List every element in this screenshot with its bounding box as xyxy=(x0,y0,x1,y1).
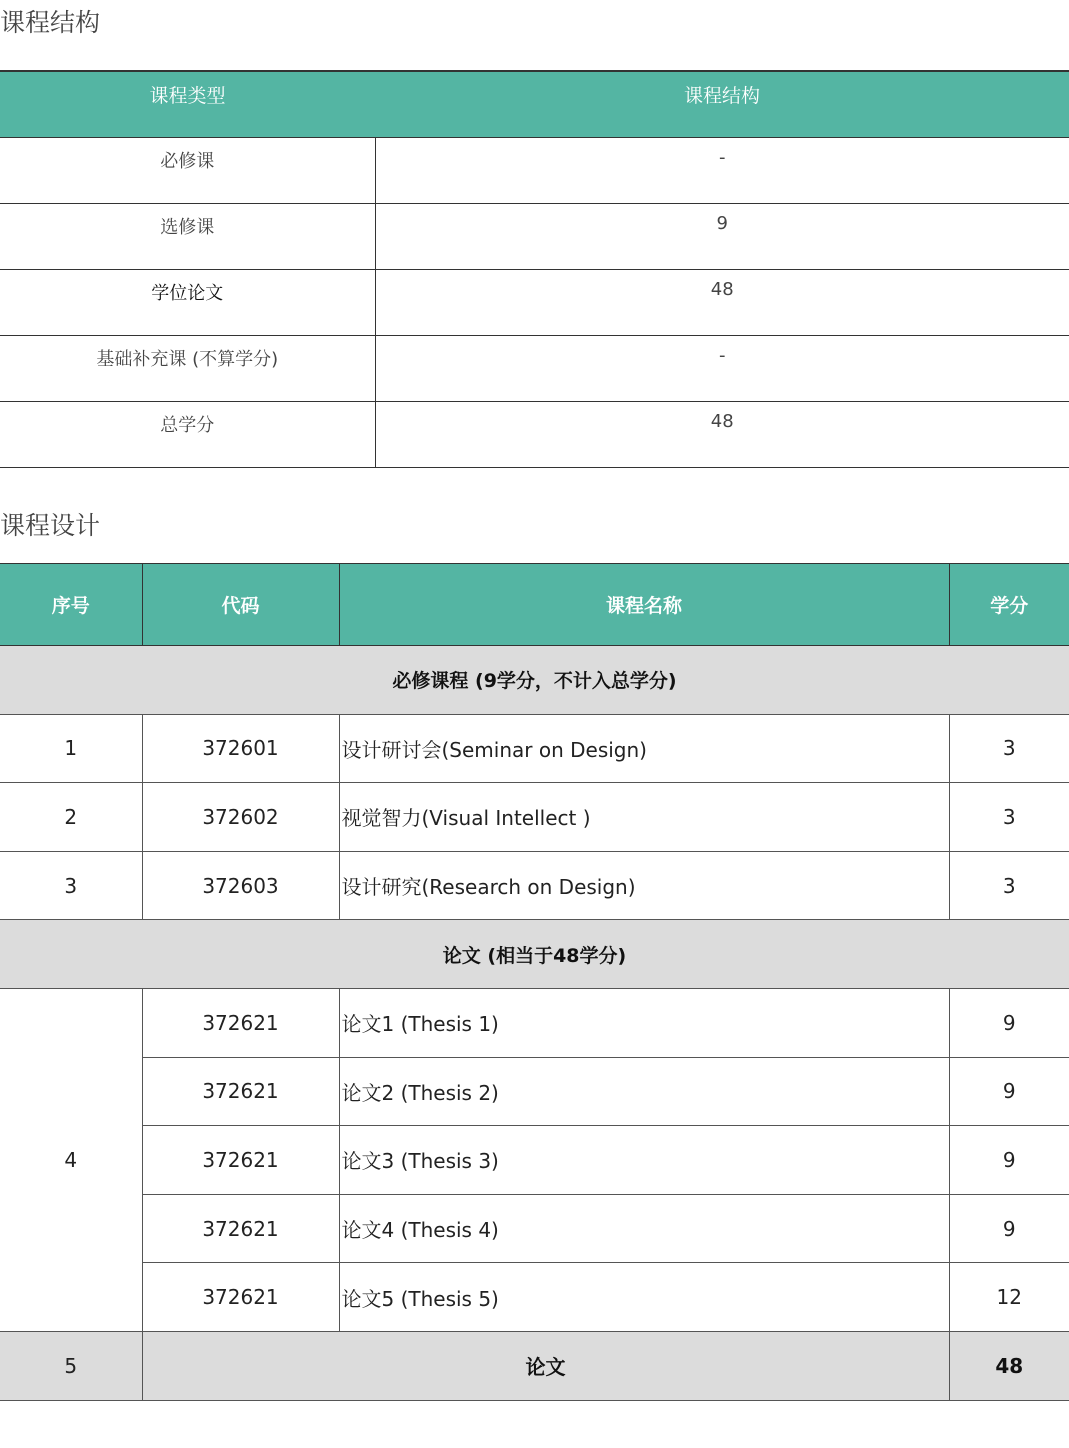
credit-cell: 3 xyxy=(949,783,1069,852)
credit-cell: 9 xyxy=(949,1126,1069,1195)
serial-cell: 3 xyxy=(0,851,142,920)
course-name-cell: 论文3 (Thesis 3) xyxy=(339,1126,949,1195)
serial-cell: 5 xyxy=(0,1331,142,1400)
course-name-cell: 论文4 (Thesis 4) xyxy=(339,1194,949,1263)
credit-cell: 48 xyxy=(375,269,1069,335)
credit-cell: 12 xyxy=(949,1263,1069,1332)
course-name-cell: 论文1 (Thesis 1) xyxy=(339,988,949,1057)
header-credit: 学分 xyxy=(949,564,1069,646)
course-type-cell: 基础补充课 (不算学分) xyxy=(0,335,375,401)
table-row xyxy=(0,714,1069,783)
credit-cell: - xyxy=(375,137,1069,203)
table-row xyxy=(0,783,1069,852)
table-row xyxy=(0,137,1069,203)
table-row xyxy=(0,1194,1069,1263)
table-row xyxy=(0,1126,1069,1195)
code-cell: 372621 xyxy=(142,1057,339,1126)
header-course-structure: 课程结构 xyxy=(375,71,1069,137)
code-cell: 372621 xyxy=(142,1126,339,1195)
group-title-required: 必修课程 (9学分，不计入总学分) xyxy=(0,646,1069,715)
header-serial-no: 序号 xyxy=(0,564,142,646)
total-row xyxy=(0,1331,1069,1400)
serial-cell: 1 xyxy=(0,714,142,783)
course-name-cell: 设计研究(Research on Design) xyxy=(339,851,949,920)
credit-cell: 9 xyxy=(949,988,1069,1057)
table-row xyxy=(0,335,1069,401)
credit-cell: 9 xyxy=(375,203,1069,269)
serial-cell: 4 xyxy=(0,988,142,1331)
course-type-cell: 总学分 xyxy=(0,401,375,467)
code-cell: 372621 xyxy=(142,988,339,1057)
table-row xyxy=(0,1263,1069,1332)
credit-cell: 9 xyxy=(949,1194,1069,1263)
section-title-structure: 课程结构 xyxy=(0,8,101,37)
course-design-table xyxy=(0,563,1069,1401)
total-name-cell: 论文 xyxy=(142,1331,949,1400)
serial-cell: 2 xyxy=(0,783,142,852)
course-structure-table xyxy=(0,70,1069,468)
table-row xyxy=(0,851,1069,920)
table-row xyxy=(0,269,1069,335)
code-cell: 372603 xyxy=(142,851,339,920)
group-title-thesis: 论文 (相当于48学分) xyxy=(0,920,1069,989)
table-row xyxy=(0,203,1069,269)
group-header-row xyxy=(0,646,1069,715)
group-header-row xyxy=(0,920,1069,989)
code-cell: 372621 xyxy=(142,1263,339,1332)
header-code: 代码 xyxy=(142,564,339,646)
header-course-name: 课程名称 xyxy=(339,564,949,646)
code-cell: 372602 xyxy=(142,783,339,852)
course-name-cell: 论文2 (Thesis 2) xyxy=(339,1057,949,1126)
course-name-cell: 论文5 (Thesis 5) xyxy=(339,1263,949,1332)
table-row xyxy=(0,1057,1069,1126)
course-name-cell: 视觉智力(Visual Intellect ) xyxy=(339,783,949,852)
credit-cell: 48 xyxy=(375,401,1069,467)
course-name-cell: 设计研讨会(Seminar on Design) xyxy=(339,714,949,783)
credit-cell: - xyxy=(375,335,1069,401)
header-course-type: 课程类型 xyxy=(0,71,375,137)
course-type-cell: 学位论文 xyxy=(0,269,375,335)
code-cell: 372621 xyxy=(142,1194,339,1263)
credit-cell: 3 xyxy=(949,851,1069,920)
code-cell: 372601 xyxy=(142,714,339,783)
section-title-design: 课程设计 xyxy=(0,511,101,540)
table-row xyxy=(0,401,1069,467)
credit-cell: 9 xyxy=(949,1057,1069,1126)
table-row xyxy=(0,988,1069,1057)
credit-cell: 3 xyxy=(949,714,1069,783)
course-type-cell: 选修课 xyxy=(0,203,375,269)
total-credit-cell: 48 xyxy=(949,1331,1069,1400)
course-type-cell: 必修课 xyxy=(0,137,375,203)
